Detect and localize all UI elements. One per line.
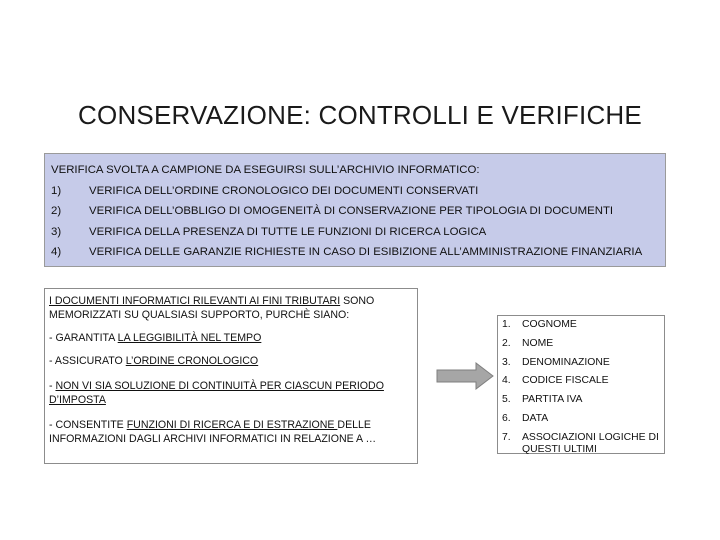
verifica-number: 2) (51, 205, 62, 217)
list-number: 6. (502, 412, 511, 424)
intro-rest-text: SONO MEMORIZZATI SU QUALSIASI SUPPORTO, PURCHÈ SIANO: (49, 295, 375, 321)
condizioni-intro (49, 294, 413, 322)
verifica-item (51, 222, 659, 243)
list-item (502, 413, 660, 425)
verifica-text: VERIFICA DELL’ORDINE CRONOLOGICO DEI DOCUMENTI CONSERVATI (89, 184, 479, 197)
list-number: 2. (502, 337, 511, 349)
condizione-key: NON VI SIA SOLUZIONE DI CONTINUITÀ PER CIASCUN PERIODO D’IMPOSTA (49, 380, 384, 406)
verifica-item (51, 242, 659, 263)
list-text: NOME (522, 337, 554, 349)
arrow-shape (437, 363, 493, 389)
list-number: 1. (502, 319, 511, 330)
list-text: ASSOCIAZIONI LOGICHE DI QUESTI ULTIMI (522, 431, 659, 455)
list-item (502, 375, 660, 387)
condizione-key: L’ORDINE CRONOLOGICO (125, 355, 259, 367)
verifica-number: 1) (51, 184, 62, 197)
list-text: DATA (522, 412, 549, 424)
list-text: PARTITA IVA (522, 394, 583, 406)
list-text: DENOMINAZIONE (522, 356, 610, 368)
condizione-prefix: - (49, 380, 56, 392)
list-item (502, 319, 660, 331)
condizione-key: FUNZIONI DI RICERCA E DI ESTRAZIONE (126, 419, 338, 431)
condizione-suffix: DELLE INFORMAZIONI DAGLI ARCHIVI INFORMATICI IN RELAZIONE A … (49, 419, 377, 445)
verifiche-intro: VERIFICA SVOLTA A CAMPIONE DA ESEGUIRSI SULL’ARCHIVIO INFORMATICO: (51, 164, 480, 176)
slide-title: CONSERVAZIONE: CONTROLLI E VERIFICHE (78, 100, 642, 130)
condizione-prefix: - CONSENTITE (49, 419, 127, 431)
condizione-prefix: - GARANTITA (49, 332, 118, 344)
condizione-prefix: - ASSICURATO (49, 355, 126, 367)
funzioni-ricerca-box (497, 315, 665, 454)
condizione-key: LA LEGGIBILITÀ NEL TEMPO (117, 332, 262, 344)
condizione-continuita (49, 379, 413, 407)
list-number: 3. (502, 356, 511, 368)
verifica-text: VERIFICA DELLA PRESENZA DI TUTTE LE FUNZIONI DI RICERCA LOGICA (89, 225, 487, 238)
verifica-item (51, 181, 659, 202)
list-number: 5. (502, 394, 511, 406)
list-text: CODICE FISCALE (522, 375, 609, 387)
verifica-text: VERIFICA DELLE GARANZIE RICHIESTE IN CASO DI ESIBIZIONE ALL’AMMINISTRAZIONE FINANZIARIA (89, 246, 643, 258)
verifiche-box (44, 153, 666, 267)
list-text: COGNOME (522, 319, 577, 330)
list-item (502, 432, 660, 456)
verifica-item (51, 201, 659, 222)
list-number: 7. (502, 431, 511, 443)
condizioni-box (44, 288, 418, 464)
funzioni-ricerca-list (502, 319, 660, 456)
verifica-number: 4) (51, 246, 62, 258)
verifica-number: 3) (51, 225, 62, 238)
condizione-ordine (49, 354, 413, 368)
list-item (502, 338, 660, 350)
intro-underlined-text: I DOCUMENTI INFORMATICI RILEVANTI AI FINI TRIBUTARI (49, 295, 341, 307)
list-item (502, 394, 660, 406)
list-item (502, 357, 660, 369)
list-number: 4. (502, 375, 511, 387)
verifica-text: VERIFICA DELL’OBBLIGO DI OMOGENEITÀ DI CONSERVAZIONE PER TIPOLOGIA DI DOCUMENTI (89, 205, 614, 217)
condizione-leggibilita (49, 331, 413, 345)
condizione-ricerca (49, 418, 413, 446)
right-arrow-icon (436, 362, 494, 390)
